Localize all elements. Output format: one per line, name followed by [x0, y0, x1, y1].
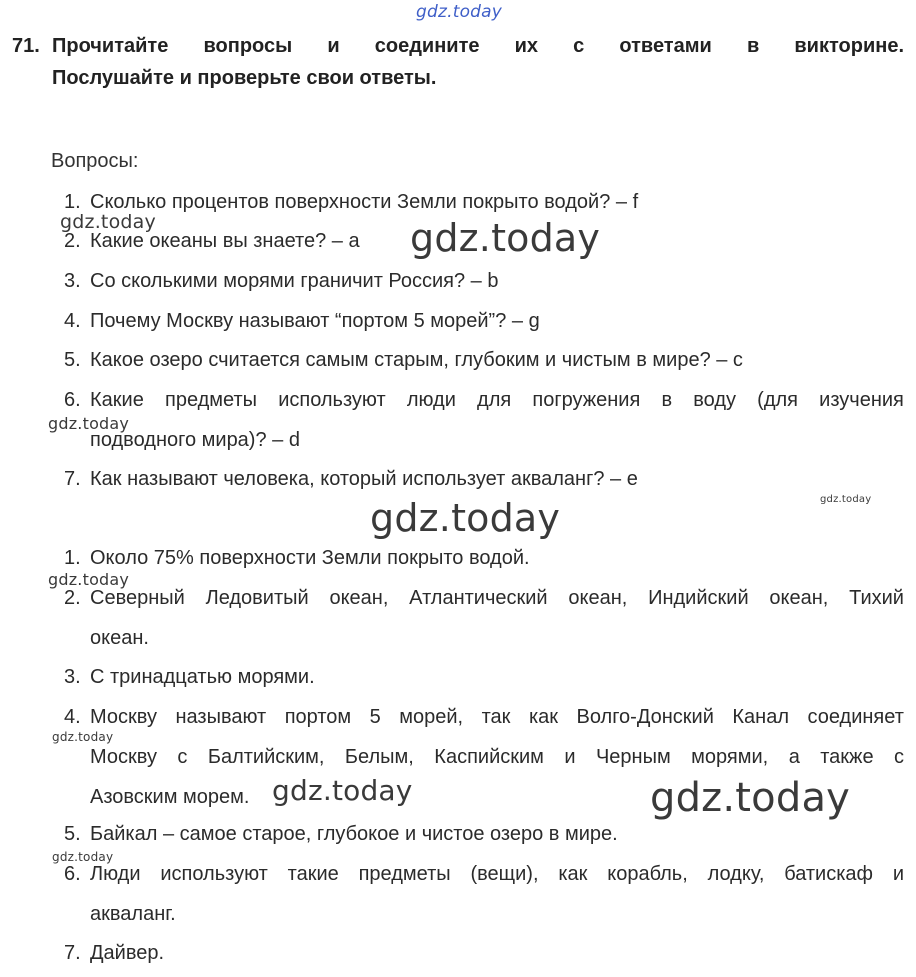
item-word: используют — [160, 863, 268, 885]
question-item — [64, 348, 904, 372]
item-word: Каспийским — [434, 746, 544, 768]
item-word: используют — [278, 389, 386, 411]
answer-item — [64, 697, 904, 817]
item-word: Атлантический — [409, 587, 548, 609]
item-word: Индийский — [648, 587, 749, 609]
item-word: соединяет — [807, 706, 904, 728]
task-word: их — [514, 35, 539, 57]
item-word: как — [558, 863, 588, 885]
watermark: gdz.today — [650, 775, 851, 821]
item-number: 6. — [64, 389, 81, 411]
item-continuation: подводного мира)? – d — [90, 429, 300, 451]
item-word: Черным — [595, 746, 671, 768]
item-number: 3. — [64, 270, 81, 292]
item-number: 2. — [64, 587, 81, 609]
item-word: изучения — [819, 389, 904, 411]
task-heading — [12, 30, 904, 94]
item-word: 5 — [369, 706, 381, 728]
item-number: 4. — [64, 706, 81, 728]
item-word: так — [481, 706, 511, 728]
item-word: погружения — [532, 389, 641, 411]
item-word: с — [894, 746, 904, 768]
item-word: в — [661, 389, 673, 411]
item-number: 4. — [64, 310, 81, 332]
item-word: также — [820, 746, 874, 768]
item-text: Байкал – самое старое, глубокое и чистое озеро в мире. — [90, 823, 618, 845]
question-item — [64, 229, 904, 253]
item-word: (вещи), — [470, 863, 539, 885]
item-word: Волго-Донский — [576, 706, 714, 728]
item-word: океан, — [568, 587, 628, 609]
watermark: gdz.today — [820, 494, 872, 505]
questions-heading: Вопросы: — [51, 150, 139, 172]
item-word: Белым, — [344, 746, 414, 768]
item-word: Ледовитый — [205, 587, 309, 609]
item-number: 6. — [64, 863, 81, 885]
item-word: с — [177, 746, 188, 768]
item-word: называют — [175, 706, 267, 728]
item-word: воду — [693, 389, 736, 411]
item-number: 5. — [64, 349, 81, 371]
watermark: gdz.today — [410, 216, 601, 260]
item-word: морями, — [691, 746, 769, 768]
item-word: для — [477, 389, 512, 411]
task-word: Прочитайте — [52, 35, 169, 57]
item-text: Какое озеро считается самым старым, глубоким и чистым в мире? – c — [90, 349, 743, 371]
answer-item — [64, 854, 904, 934]
task-line-1 — [12, 30, 904, 62]
watermark: gdz.today — [60, 211, 156, 233]
item-word: Люди — [90, 863, 141, 885]
item-word: Москву — [90, 706, 157, 728]
watermark: gdz.today — [48, 414, 130, 433]
question-item — [64, 309, 904, 333]
item-continuation: Азовским морем. — [90, 786, 250, 808]
item-text: Какие океаны вы знаете? – a — [90, 230, 360, 252]
item-word: Какие — [90, 389, 144, 411]
item-word: портом — [284, 706, 352, 728]
item-text: С тринадцатью морями. — [90, 666, 315, 688]
watermark: gdz.today — [52, 730, 114, 744]
answer-item — [64, 665, 904, 689]
task-word: вопросы — [203, 35, 293, 57]
item-word: как — [528, 706, 558, 728]
item-continuation: акваланг. — [90, 903, 176, 925]
task-word: в — [746, 35, 760, 57]
item-text: Дайвер. — [90, 942, 165, 964]
item-word: океан, — [329, 587, 389, 609]
task-word: с — [573, 35, 585, 57]
item-word: и — [892, 863, 904, 885]
item-text: Около 75% поверхности Земли покрыто водой. — [90, 547, 530, 569]
item-word: батискаф — [784, 863, 873, 885]
item-number: 2. — [64, 230, 81, 252]
watermark: gdz.today — [370, 496, 561, 540]
watermark: gdz.today — [416, 2, 503, 22]
question-item — [64, 467, 904, 491]
item-word: (для — [757, 389, 798, 411]
item-text: Как называют человека, который использует акваланг? – e — [90, 468, 638, 490]
item-continuation: океан. — [90, 627, 149, 649]
item-word: предметы — [358, 863, 451, 885]
item-word: Балтийским, — [207, 746, 325, 768]
task-word: ответами — [619, 35, 712, 57]
answer-item — [64, 578, 904, 658]
item-word: корабль, — [607, 863, 688, 885]
task-word: соедините — [374, 35, 480, 57]
item-word: океан, — [769, 587, 829, 609]
item-number: 3. — [64, 666, 81, 688]
task-line-2: Послушайте и проверьте свои ответы. — [52, 67, 437, 89]
item-word: а — [788, 746, 800, 768]
item-number: 1. — [64, 547, 81, 569]
item-word: такие — [287, 863, 339, 885]
task-word: викторине. — [794, 35, 904, 57]
item-word: лодку, — [707, 863, 765, 885]
watermark: gdz.today — [48, 570, 130, 589]
item-word: морей, — [399, 706, 464, 728]
answer-item — [64, 822, 904, 846]
item-word: и — [564, 746, 576, 768]
answer-item — [64, 546, 904, 570]
item-number: 7. — [64, 468, 81, 490]
question-item — [64, 380, 904, 460]
item-number: 5. — [64, 823, 81, 845]
item-text: Почему Москву называют “портом 5 морей”? – g — [90, 310, 540, 332]
task-number: 71. — [12, 35, 40, 57]
watermark: gdz.today — [272, 774, 413, 807]
item-number: 1. — [64, 191, 81, 213]
watermark: gdz.today — [52, 850, 114, 864]
task-word: и — [327, 35, 340, 57]
question-item — [64, 190, 904, 214]
item-word: Канал — [732, 706, 789, 728]
answer-item — [64, 941, 904, 965]
item-text: Со сколькими морями граничит Россия? – b — [90, 270, 499, 292]
item-word: предметы — [164, 389, 258, 411]
item-word: Москву — [90, 746, 157, 768]
item-word: Северный — [90, 587, 185, 609]
question-item — [64, 269, 904, 293]
item-word: люди — [406, 389, 456, 411]
item-number: 7. — [64, 942, 81, 964]
item-text: Сколько процентов поверхности Земли покрыто водой? – f — [90, 191, 639, 213]
item-word: Тихий — [849, 587, 904, 609]
